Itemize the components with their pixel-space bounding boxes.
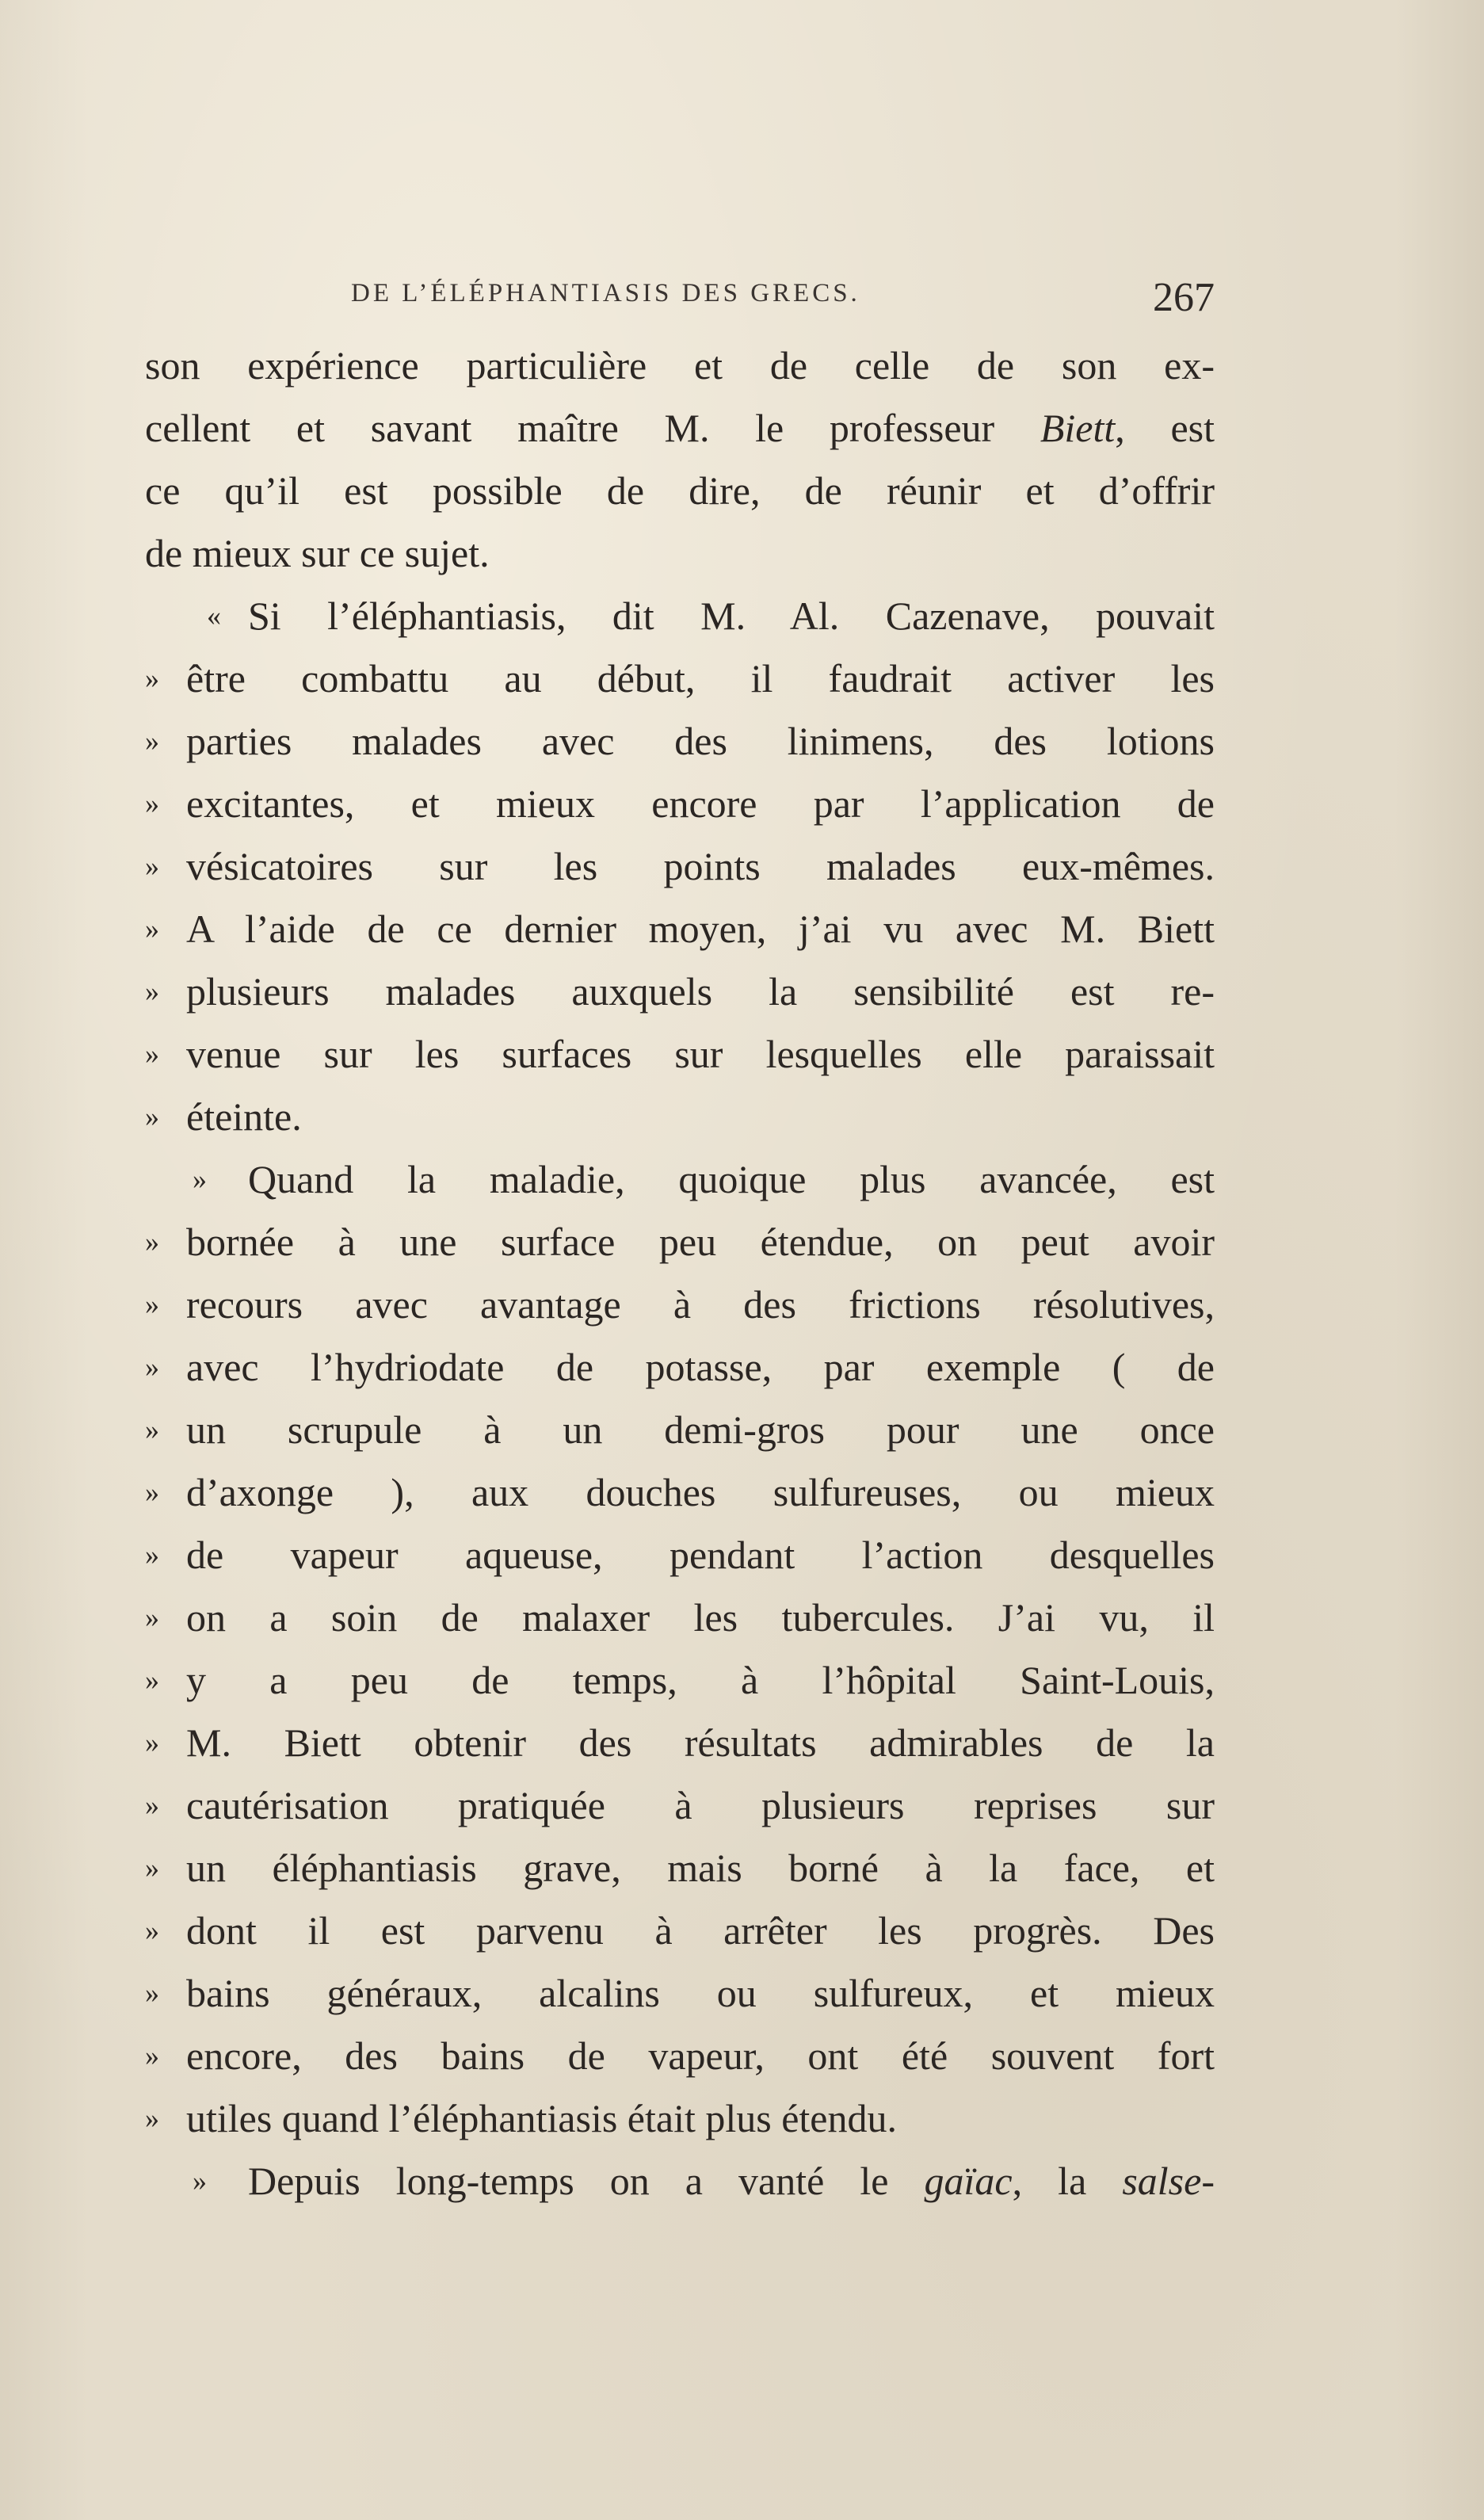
guillemet-marker: » [193, 1163, 207, 1195]
guillemet-marker: » [145, 725, 159, 757]
quote-paragraph-start: » Quand la maladie, quoique plus avancée, est [145, 1148, 1215, 1211]
guillemet-marker: » [145, 662, 159, 694]
body-text [145, 334, 1215, 2213]
text-line: ce qu’il est possible de dire, de réunir et d’offrir [145, 468, 1215, 513]
quoted-line: » recours avec avantage à des frictions résolutives, [145, 1273, 1215, 1336]
guillemet-marker: » [145, 788, 159, 819]
quoted-line: » cautérisation pratiquée à plusieurs reprises sur [145, 1774, 1215, 1837]
guillemet-marker: » [145, 1789, 159, 1821]
quoted-line: » dont il est parvenu à arrêter les progrès. Des [145, 1900, 1215, 1962]
italic-name-biett: Biett [1040, 406, 1116, 450]
quoted-line: » un éléphantiasis grave, mais borné à la face, et [145, 1837, 1215, 1900]
guillemet-marker: » [145, 1602, 159, 1633]
guillemet-marker: » [193, 2165, 207, 2197]
quoted-line: » un scrupule à un demi-gros pour une once [145, 1399, 1215, 1461]
italic-term-salse: salse- [1122, 2159, 1215, 2203]
italic-term-gaiac: gaïac [924, 2159, 1013, 2203]
quoted-line: » on a soin de malaxer les tubercules. J’ai vu, il [145, 1586, 1215, 1649]
quoted-line: » encore, des bains de vapeur, ont été souvent fort [145, 2025, 1215, 2087]
guillemet-marker: » [145, 1977, 159, 2009]
quoted-line: » avec l’hydriodate de potasse, par exemple ( de [145, 1336, 1215, 1399]
guillemet-open: « [207, 600, 221, 632]
quoted-line: » de vapeur aqueuse, pendant l’action desquelles [145, 1524, 1215, 1586]
quote-paragraph-start: « Si l’éléphantiasis, dit M. Al. Cazenave, pouvait [145, 585, 1215, 647]
quoted-line: » y a peu de temps, à l’hôpital Saint-Louis, [145, 1649, 1215, 1712]
guillemet-marker: » [145, 1476, 159, 1508]
text-line: cellent et savant maître M. le professeur Biett, est [145, 406, 1215, 450]
guillemet-marker: » [145, 2040, 159, 2071]
guillemet-marker: » [145, 1351, 159, 1383]
guillemet-marker: » [145, 1539, 159, 1571]
guillemet-marker: » [145, 850, 159, 882]
quoted-line: » d’axonge ), aux douches sulfureuses, ou mieux [145, 1461, 1215, 1524]
quoted-line: » être combattu au début, il faudrait activer les [145, 647, 1215, 710]
quoted-line: » bains généraux, alcalins ou sulfureux, et mieux [145, 1962, 1215, 2025]
guillemet-marker: » [145, 1414, 159, 1445]
guillemet-marker: » [145, 1852, 159, 1884]
quoted-line: » bornée à une surface peu étendue, on peut avoir [145, 1211, 1215, 1273]
guillemet-marker: » [145, 2102, 159, 2134]
guillemet-marker: » [145, 1727, 159, 1758]
quoted-line: » parties malades avec des linimens, des lotions [145, 710, 1215, 773]
guillemet-marker: » [145, 976, 159, 1007]
quoted-line: » plusieurs malades auxquels la sensibilité est re- [145, 960, 1215, 1023]
quoted-line: » excitantes, et mieux encore par l’application de [145, 773, 1215, 835]
text-line: son expérience particulière et de celle de son ex- [145, 343, 1215, 388]
guillemet-marker: » [145, 1038, 159, 1070]
guillemet-marker: » [145, 1915, 159, 1946]
quoted-line: » A l’aide de ce dernier moyen, j’ai vu avec M. Biett [145, 898, 1215, 960]
quote-paragraph-start: » Depuis long-temps on a vanté le gaïac, la salse- [145, 2150, 1215, 2213]
quoted-line: » vésicatoires sur les points malades eux-mêmes. [145, 835, 1215, 898]
quoted-line: » venue sur les surfaces sur lesquelles elle paraissait [145, 1023, 1215, 1086]
page-number: 267 [1153, 275, 1215, 320]
guillemet-marker: » [145, 1289, 159, 1320]
quoted-line: » M. Biett obtenir des résultats admirables de la [145, 1712, 1215, 1774]
quoted-line: » éteinte. [145, 1086, 1215, 1148]
running-title: DE L’ÉLÉPHANTIASIS DES GRECS. [351, 279, 860, 307]
guillemet-marker: » [145, 1101, 159, 1132]
guillemet-marker: » [145, 913, 159, 945]
running-head [145, 275, 1215, 326]
text-line: de mieux sur ce sujet. [145, 531, 490, 575]
guillemet-marker: » [145, 1664, 159, 1696]
guillemet-marker: » [145, 1226, 159, 1258]
quoted-line: » utiles quand l’éléphantiasis était plus étendu. [145, 2087, 1215, 2150]
